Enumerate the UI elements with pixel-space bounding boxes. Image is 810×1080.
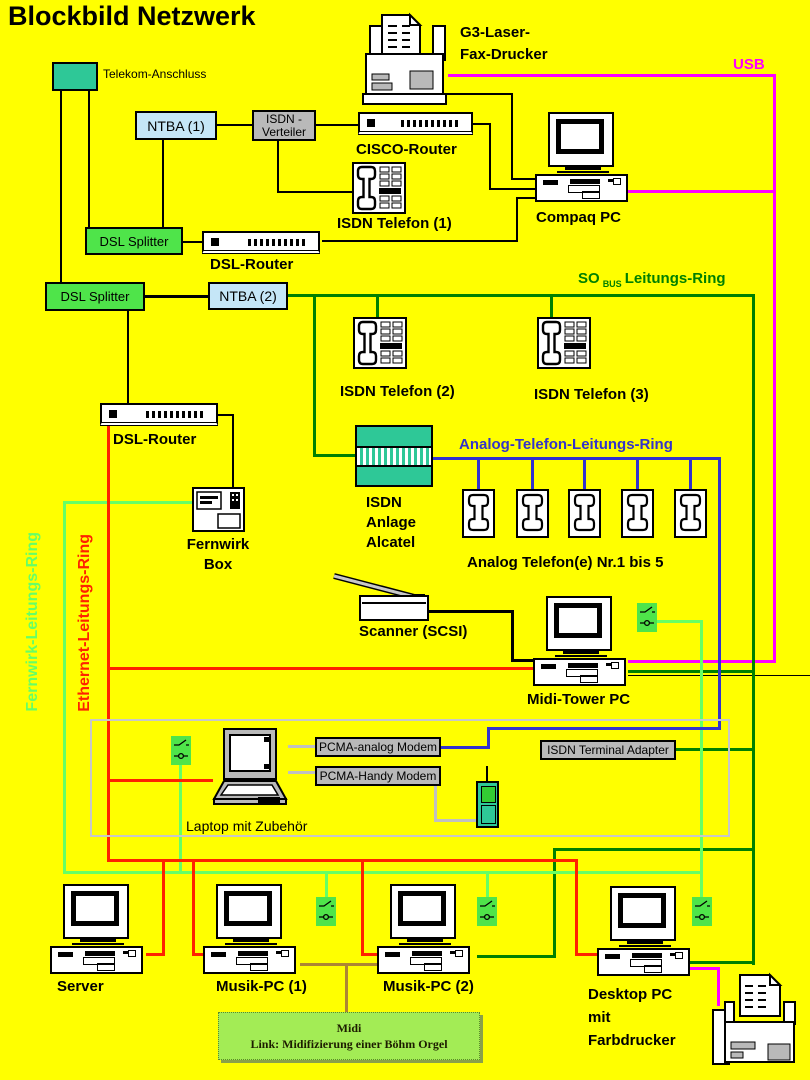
ethernet-line <box>107 859 578 862</box>
fernwirk-line <box>63 501 66 874</box>
ethernet-ring-label: Ethernet-Leitungs-Ring <box>76 534 93 712</box>
pcma-analog-modem-box: PCMA-analog Modem <box>315 737 441 757</box>
so-bus-line <box>313 454 355 457</box>
usb-ring-label: USB <box>733 56 765 73</box>
desktop-label-line2: mit <box>588 1009 611 1026</box>
pcma-handy-modem-box: PCMA-Handy Modem <box>315 766 441 786</box>
isdn-phone-icon <box>352 162 406 214</box>
server-icon <box>50 884 147 974</box>
isdn-phone3-label: ISDN Telefon (3) <box>534 386 649 403</box>
analog-line <box>718 457 721 730</box>
server-label: Server <box>57 978 104 995</box>
dsl-splitter2-box: DSL Splitter <box>45 282 145 311</box>
fax-label-line2: Fax-Drucker <box>460 46 548 63</box>
connector-line <box>511 178 535 180</box>
isdn-phone2-label: ISDN Telefon (2) <box>340 383 455 400</box>
analog-phone-icon <box>462 489 495 538</box>
analog-line <box>636 457 639 489</box>
fernwirk-line1: Fernwirk <box>186 536 250 553</box>
isdn-phone1-label: ISDN Telefon (1) <box>337 215 452 232</box>
cisco-router-icon <box>358 112 473 135</box>
so-bus-line <box>752 294 755 965</box>
connector-line <box>232 414 234 488</box>
dsl-router2-label: DSL-Router <box>113 431 197 448</box>
switch-icon <box>316 897 336 926</box>
so-bus-line <box>553 848 755 851</box>
so-bus-line <box>628 670 754 673</box>
anlage-line3: Alcatel <box>366 534 416 551</box>
connector-line <box>277 191 352 193</box>
telekom-anschluss-label: Telekom-Anschluss <box>103 67 207 81</box>
verteiler-line2: Verteiler <box>261 124 307 139</box>
analog-line <box>689 457 692 489</box>
connector-line <box>183 241 202 243</box>
desktop-label-line3: Farbdrucker <box>588 1032 676 1049</box>
usb-line <box>628 190 773 193</box>
connector-line <box>60 91 62 283</box>
ethernet-line <box>162 859 165 955</box>
connector-line <box>428 610 514 613</box>
analog-line <box>531 457 534 489</box>
connector-line <box>489 188 535 190</box>
desktop-pc-label <box>588 983 676 1052</box>
desktop-label-line1: Desktop PC <box>588 986 673 1003</box>
ethernet-line <box>192 953 203 956</box>
scanner-icon <box>328 572 432 622</box>
fax-label <box>460 22 548 66</box>
usb-line <box>773 74 776 663</box>
ntba2-box: NTBA (2) <box>208 282 288 310</box>
ethernet-line <box>575 859 578 955</box>
so-bus-ring-label <box>578 269 726 294</box>
telekom-anschluss-box <box>52 62 98 91</box>
midi-tower-pc-label: Midi-Tower PC <box>527 691 631 708</box>
anlage-line2: Anlage <box>366 514 417 531</box>
musik-pc1-label: Musik-PC (1) <box>216 978 307 995</box>
midi-tower-pc-icon <box>533 596 630 686</box>
musik-pc2-label: Musik-PC (2) <box>383 978 474 995</box>
connector-line <box>217 124 253 126</box>
connector-line <box>473 123 490 125</box>
connector-line <box>127 311 129 404</box>
connector-line <box>516 197 535 199</box>
midi-line <box>300 963 377 966</box>
dsl-router1-label: DSL-Router <box>210 256 294 273</box>
ethernet-line <box>107 667 533 670</box>
connector-line <box>88 91 90 228</box>
so-bus-line <box>553 848 556 958</box>
isdn-anlage-icon <box>355 425 433 487</box>
connector-line <box>511 93 513 179</box>
analog-line <box>583 457 586 489</box>
midi-link-text[interactable]: Link: Midifizierung einer Böhm Orgel <box>250 1037 448 1051</box>
color-printer-icon <box>712 972 797 1068</box>
so-bus-line <box>288 294 755 297</box>
musik-pc2-icon <box>377 884 474 974</box>
connector-line <box>322 240 518 242</box>
connector-line <box>316 124 358 126</box>
connector-line <box>511 659 533 662</box>
laptop-icon <box>212 727 288 805</box>
ethernet-line <box>146 953 165 956</box>
so-bus-line <box>690 961 754 964</box>
connector-line <box>162 140 164 228</box>
switch-icon <box>171 736 191 765</box>
handy-phone-icon <box>476 781 499 828</box>
connector-line <box>277 141 279 192</box>
analog-phones-label: Analog Telefon(e) Nr.1 bis 5 <box>467 554 664 571</box>
ethernet-line <box>361 953 377 956</box>
so-bus-line <box>313 297 316 457</box>
connector-line <box>511 610 514 661</box>
fernwirk-box-icon <box>192 487 245 532</box>
scanner-label: Scanner (SCSI) <box>359 623 468 640</box>
laptop-label: Laptop mit Zubehör <box>186 818 308 834</box>
so-bus-line <box>550 297 553 318</box>
isdn-phone-icon <box>537 317 591 369</box>
so-bus-rest: Leitungs-Ring <box>624 270 726 287</box>
fax-printer-icon <box>362 14 447 107</box>
midi-link-box[interactable] <box>218 1012 480 1060</box>
connector-line <box>447 93 513 95</box>
ethernet-line <box>575 953 597 956</box>
connector-line <box>489 123 491 189</box>
analog-phone-icon <box>568 489 601 538</box>
fernwirk-ring-label: Fernwirk-Leitungs-Ring <box>24 532 41 712</box>
compaq-pc-label: Compaq PC <box>536 209 622 226</box>
ntba1-box: NTBA (1) <box>135 111 217 140</box>
analog-phone-icon <box>621 489 654 538</box>
fernwirk-line <box>486 871 489 898</box>
analog-line <box>477 457 480 489</box>
musik-pc1-icon <box>203 884 300 974</box>
switch-icon <box>637 603 657 632</box>
isdn-phone-icon <box>353 317 407 369</box>
analog-phone-icon <box>516 489 549 538</box>
page-title: Blockbild Netzwerk <box>8 1 256 31</box>
isdn-anlage-label <box>366 493 416 553</box>
so-bus-sub: BUS <box>602 279 622 289</box>
midi-line <box>345 963 348 1012</box>
fax-label-line1: G3-Laser- <box>460 24 531 41</box>
fernwirk-line <box>63 501 192 504</box>
midi-title: Midi <box>336 1021 362 1035</box>
dsl-router1-icon <box>202 231 320 254</box>
ethernet-line <box>361 859 364 955</box>
so-bus-so: SO <box>578 270 600 287</box>
isdn-verteiler-box <box>252 110 316 141</box>
desktop-pc-icon <box>597 886 694 976</box>
switch-icon <box>692 897 712 926</box>
dsl-router2-icon <box>100 403 218 426</box>
dsl-splitter1-box: DSL Splitter <box>85 227 183 255</box>
so-bus-line <box>376 297 379 318</box>
analog-ring-label: Analog-Telefon-Leitungs-Ring <box>459 436 673 453</box>
usb-line <box>448 74 776 77</box>
connector-line <box>145 295 208 298</box>
printer-line <box>690 967 720 970</box>
cisco-router-label: CISCO-Router <box>356 141 457 158</box>
fernwirk-line2: Box <box>203 556 233 573</box>
connector-line <box>516 197 518 242</box>
fernwirk-line <box>657 620 701 623</box>
fernwirk-line <box>63 871 703 874</box>
switch-icon <box>477 897 497 926</box>
fernwirk-box-label <box>180 535 256 575</box>
analog-phone-icon <box>674 489 707 538</box>
fernwirk-line <box>325 871 328 898</box>
so-bus-line <box>477 955 555 958</box>
ethernet-line <box>192 859 195 955</box>
anlage-line1: ISDN <box>366 494 402 511</box>
isdn-terminal-adapter-box: ISDN Terminal Adapter <box>540 740 676 760</box>
verteiler-line1: ISDN - <box>266 111 302 126</box>
compaq-pc-icon <box>535 112 632 202</box>
